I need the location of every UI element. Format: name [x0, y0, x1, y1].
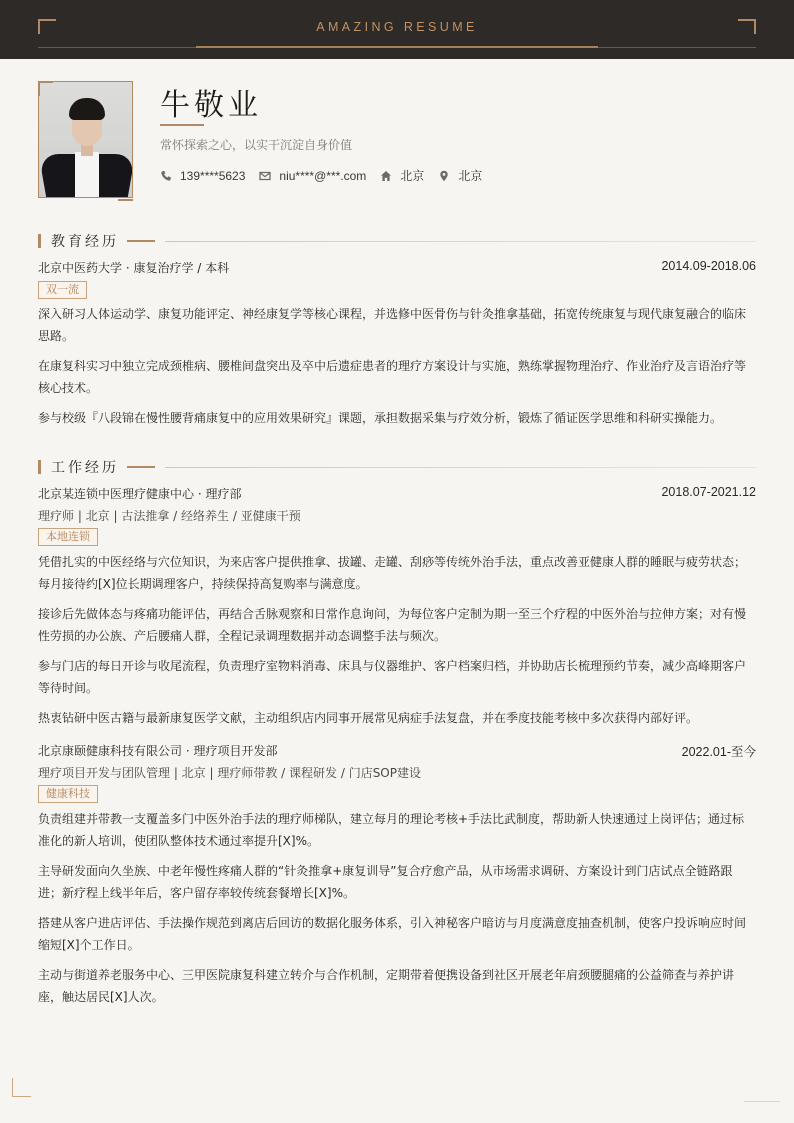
- section-divider: [165, 241, 756, 242]
- location-pin-icon: [438, 170, 450, 182]
- education-detail: 在康复科实习中独立完成颈椎病、腰椎间盘突出及卒中后遗症患者的理疗方案设计与实施，熟练掌握物理治疗、作业治疗及言语治疗等核心技术。: [38, 359, 747, 395]
- photo-corner-ornament: [38, 81, 53, 96]
- email-address: niu****@***.com: [279, 168, 367, 183]
- section-title: 教育经历: [51, 234, 119, 250]
- contact-phone: [160, 169, 245, 183]
- phone-icon: [160, 170, 172, 182]
- education-section-header: [38, 231, 756, 251]
- photo-corner-ornament: [118, 195, 133, 201]
- hometown-value: 北京: [400, 169, 425, 183]
- candidate-tagline: 常怀探索之心，以实干沉淀自身价值: [160, 138, 353, 152]
- education-entry-header: [38, 259, 756, 276]
- candidate-name: 牛敬业: [160, 88, 262, 123]
- company-badge: 本地连锁: [38, 528, 98, 546]
- corner-ornament: [12, 1078, 31, 1097]
- job-entry-header: [38, 485, 756, 502]
- section-marker: [38, 234, 41, 248]
- school-major: 北京中医药大学 · 康复治疗学 / 本科: [38, 261, 230, 275]
- job-dates: 2018.07-2021.12: [661, 485, 756, 499]
- section-title: 工作经历: [51, 460, 119, 476]
- job-detail: 负责组建并带教一支覆盖多门中医外治手法的理疗师梯队，建立每月的理论考核+手法比武制度，帮助新人快速通过上岗评估；通过标准化的新人培训，使团队整体技术通过率提升[X]%。: [38, 812, 745, 848]
- contact-info: [160, 167, 496, 184]
- job-dates: 2022.01-至今: [681, 745, 756, 759]
- resume-banner-title: AMAZING RESUME: [316, 20, 478, 34]
- section-marker: [38, 460, 41, 474]
- job-detail: 主动与街道养老服务中心、三甲医院康复科建立转介与合作机制，定期带着便携设备到社区开展老年肩颈腰腿痛的公益筛查与养护讲座，触达居民[X]人次。: [38, 968, 735, 1004]
- job-role-line: 理疗师 | 北京 | 古法推拿 / 经络养生 / 亚健康干预: [38, 509, 301, 523]
- contact-location: [438, 167, 482, 184]
- education-detail: 深入研习人体运动学、康复功能评定、神经康复学等核心课程，并选修中医骨伤与针灸推拿基础，拓宽传统康复与现代康复融合的临床思路。: [38, 307, 747, 343]
- contact-email: [259, 169, 366, 183]
- section-divider: [165, 467, 756, 468]
- company-department: 北京某连锁中医理疗健康中心 · 理疗部: [38, 487, 242, 501]
- job-detail: 热衷钻研中医古籍与最新康复医学文献，主动组织店内同事开展常见病症手法复盘，并在季度技能考核中多次获得内部好评。: [38, 711, 699, 725]
- school-badge: 双一流: [38, 281, 87, 299]
- phone-number: 139****5623: [180, 168, 246, 183]
- section-accent: [127, 240, 155, 242]
- job-detail: 主导研发面向久坐族、中老年慢性疼痛人群的“针灸推拿+康复训导”复合疗愈产品，从市场需求调研、方案设计到门店试点全链路跟进；新疗程上线半年后，客户留存率较传统套餐增长[X]%。: [38, 864, 733, 900]
- job-role-line: 理疗项目开发与团队管理 | 北京 | 理疗师带教 / 课程研发 / 门店SOP建设: [38, 766, 421, 780]
- work-section-header: [38, 457, 756, 477]
- education-detail: 参与校级『八段锦在慢性腰背痛康复中的应用效果研究』课题，承担数据采集与疗效分析，锻炼了循证医学思维和科研实操能力。: [38, 411, 723, 425]
- section-accent: [127, 466, 155, 468]
- job-detail: 接诊后先做体态与疼痛功能评估，再结合舌脉观察和日常作息询问，为每位客户定制为期一至三个疗程的中医外治与拉伸方案；对有慢性劳损的办公族、产后腰痛人群，全程记录调理数据并动态调整手法与频次。: [38, 607, 747, 643]
- corner-ornament: [744, 1101, 780, 1102]
- email-icon: [259, 170, 271, 182]
- name-underline: [160, 124, 204, 126]
- job-detail: 参与门店的每日开诊与收尾流程，负责理疗室物料消毒、床具与仪器维护、客户档案归档，并协助店长梳理预约节奏，减少高峰期客户等待时间。: [38, 659, 747, 695]
- job-detail: 搭建从客户进店评估、手法操作规范到离店后回访的数据化服务体系，引入神秘客户暗访与月度满意度抽查机制，使客户投诉响应时间缩短[X]个工作日。: [38, 916, 747, 952]
- location-value: 北京: [458, 169, 483, 183]
- education-dates: 2014.09-2018.06: [661, 259, 756, 273]
- company-department: 北京康颐健康科技有限公司 · 理疗项目开发部: [38, 744, 278, 758]
- banner-accent-line: [196, 46, 598, 48]
- job-detail: 凭借扎实的中医经络与穴位知识，为来店客户提供推拿、拔罐、走罐、刮痧等传统外治手法，重点改善亚健康人群的睡眠与疲劳状态；每月接待约[X]位长期调理客户，持续保持高复购率与满意度。: [38, 555, 747, 591]
- job-entry-header: [38, 742, 756, 760]
- home-icon: [380, 170, 392, 182]
- profile-photo: [38, 81, 133, 198]
- company-badge: 健康科技: [38, 785, 98, 803]
- contact-hometown: [380, 167, 424, 184]
